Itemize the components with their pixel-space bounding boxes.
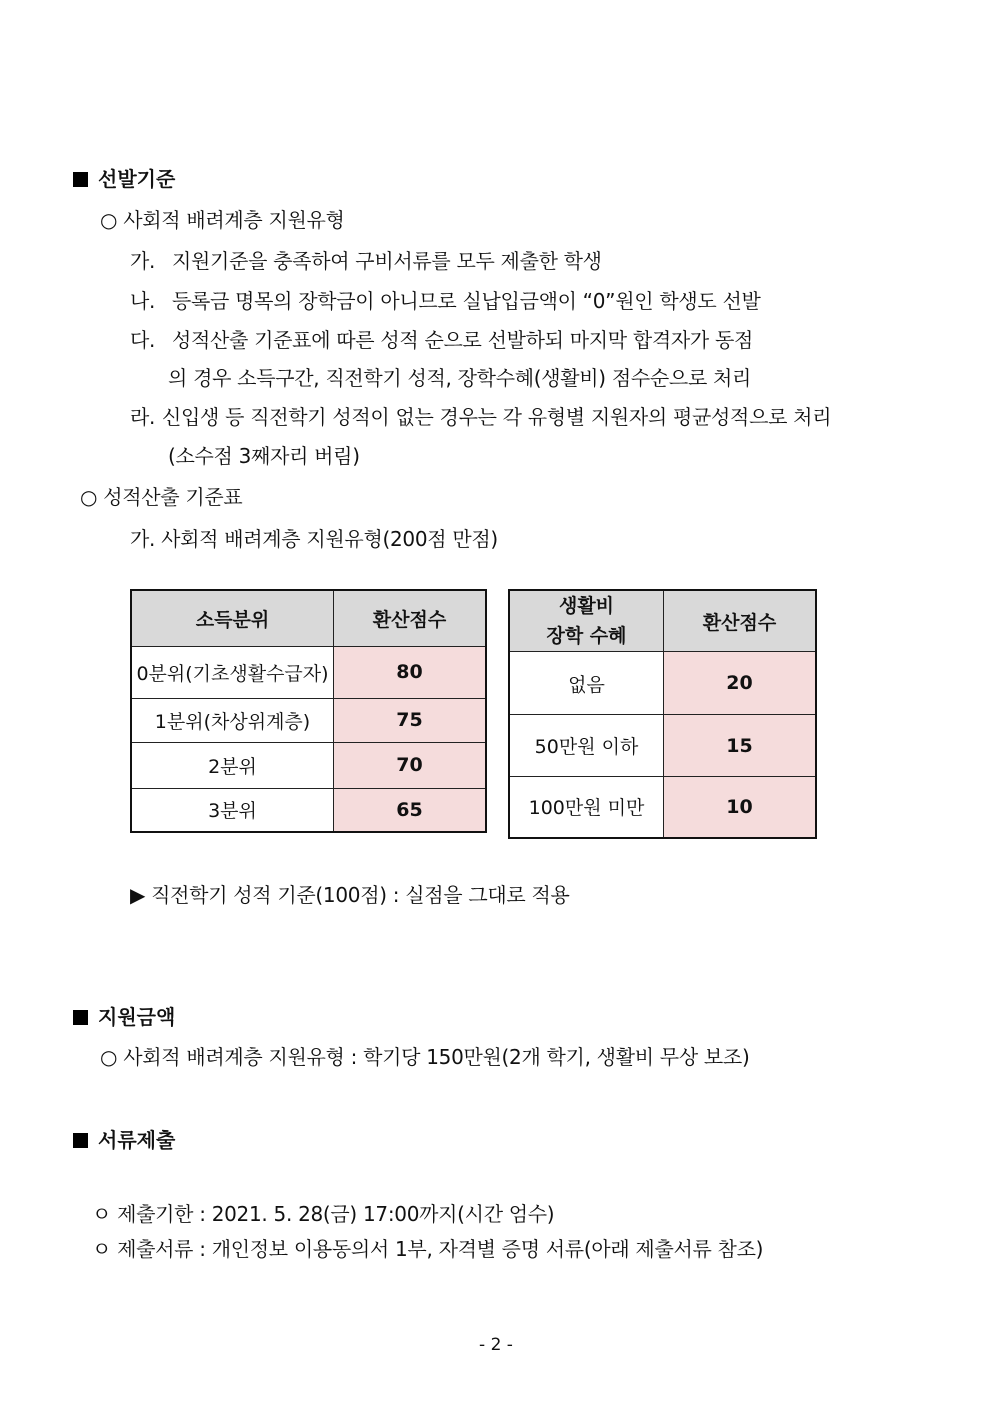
living-expense-cell: 없음 (509, 652, 664, 715)
table-row (131, 698, 486, 742)
section-heading-documents: 서류제출 (73, 1124, 175, 1153)
square-bullet-icon (73, 172, 88, 187)
table-header: 환산점수 (334, 590, 487, 646)
living-expense-score-table (508, 589, 817, 839)
income-score-table (130, 589, 487, 833)
page-number: - 2 - (479, 1335, 513, 1355)
grade-table-subheading: 가. 사회적 배려계층 지원유형(200점 만점) (130, 527, 498, 551)
list-item-text: 등록금 명목의 장학금이 아니므로 실납입금액이 “0”원인 학생도 선발 (172, 289, 761, 313)
square-bullet-icon (73, 1010, 88, 1025)
section-heading-selection: 선발기준 (73, 163, 175, 192)
section-heading-support: 지원금액 (73, 1001, 175, 1030)
list-item-marker: 가. (130, 249, 156, 273)
score-cell: 80 (334, 646, 487, 698)
table-row (509, 777, 816, 838)
living-expense-cell: 100만원 미만 (509, 777, 664, 838)
required-docs-line: ㅇ 제출서류 : 개인정보 이용동의서 1부, 자격별 증명 서류(아래 제출서류 참조) (92, 1237, 764, 1261)
income-level-cell: 1분위(차상위계층) (131, 698, 334, 742)
income-level-cell: 2분위 (131, 742, 334, 788)
table-header: 환산점수 (664, 590, 817, 652)
header-line: 생활비 (558, 595, 615, 617)
table-header (509, 590, 664, 652)
list-item-text: 성적산출 기준표에 따른 성적 순으로 선발하되 마지막 합격자가 동점 (172, 328, 754, 352)
list-item-marker: 다. (130, 328, 156, 352)
square-bullet-icon (73, 1133, 88, 1148)
score-cell: 10 (664, 777, 817, 838)
table-row (131, 788, 486, 832)
table-row (131, 646, 486, 698)
score-cell: 70 (334, 742, 487, 788)
table-header: 소득분위 (131, 590, 334, 646)
social-type-label: ○ 사회적 배려계층 지원유형 (100, 208, 345, 232)
living-expense-cell: 50만원 이하 (509, 715, 664, 777)
list-item-text: 지원기준을 충족하여 구비서류를 모두 제출한 학생 (172, 249, 602, 273)
score-cell: 65 (334, 788, 487, 832)
header-line: 장학 수혜 (546, 625, 627, 647)
list-item-text: 신입생 등 직전학기 성적이 없는 경우는 각 유형별 지원자의 평균성적으로 처리 (162, 405, 832, 429)
list-item-continuation: 의 경우 소득구간, 직전학기 성적, 장학수혜(생활비) 점수순으로 처리 (168, 366, 752, 390)
table-row (509, 715, 816, 777)
table-row (509, 652, 816, 715)
grade-table-heading: ○ 성적산출 기준표 (80, 485, 243, 509)
deadline-line: ㅇ 제출기한 : 2021. 5. 28(금) 17:00까지(시간 엄수) (92, 1202, 555, 1226)
income-level-cell: 0분위(기초생활수급자) (131, 646, 334, 698)
support-amount-line: ○ 사회적 배려계층 지원유형 : 학기당 150만원(2개 학기, 생활비 무상 보조) (100, 1045, 750, 1069)
list-item-marker: 나. (130, 289, 156, 313)
score-cell: 15 (664, 715, 817, 777)
prev-grade-note: ▶ 직전학기 성적 기준(100점) : 실점을 그대로 적용 (130, 883, 570, 907)
list-item-continuation: (소수점 3째자리 버림) (168, 444, 360, 468)
score-cell: 75 (334, 698, 487, 742)
table-row (131, 742, 486, 788)
score-cell: 20 (664, 652, 817, 715)
list-item-marker: 라. (130, 405, 156, 429)
income-level-cell: 3분위 (131, 788, 334, 832)
